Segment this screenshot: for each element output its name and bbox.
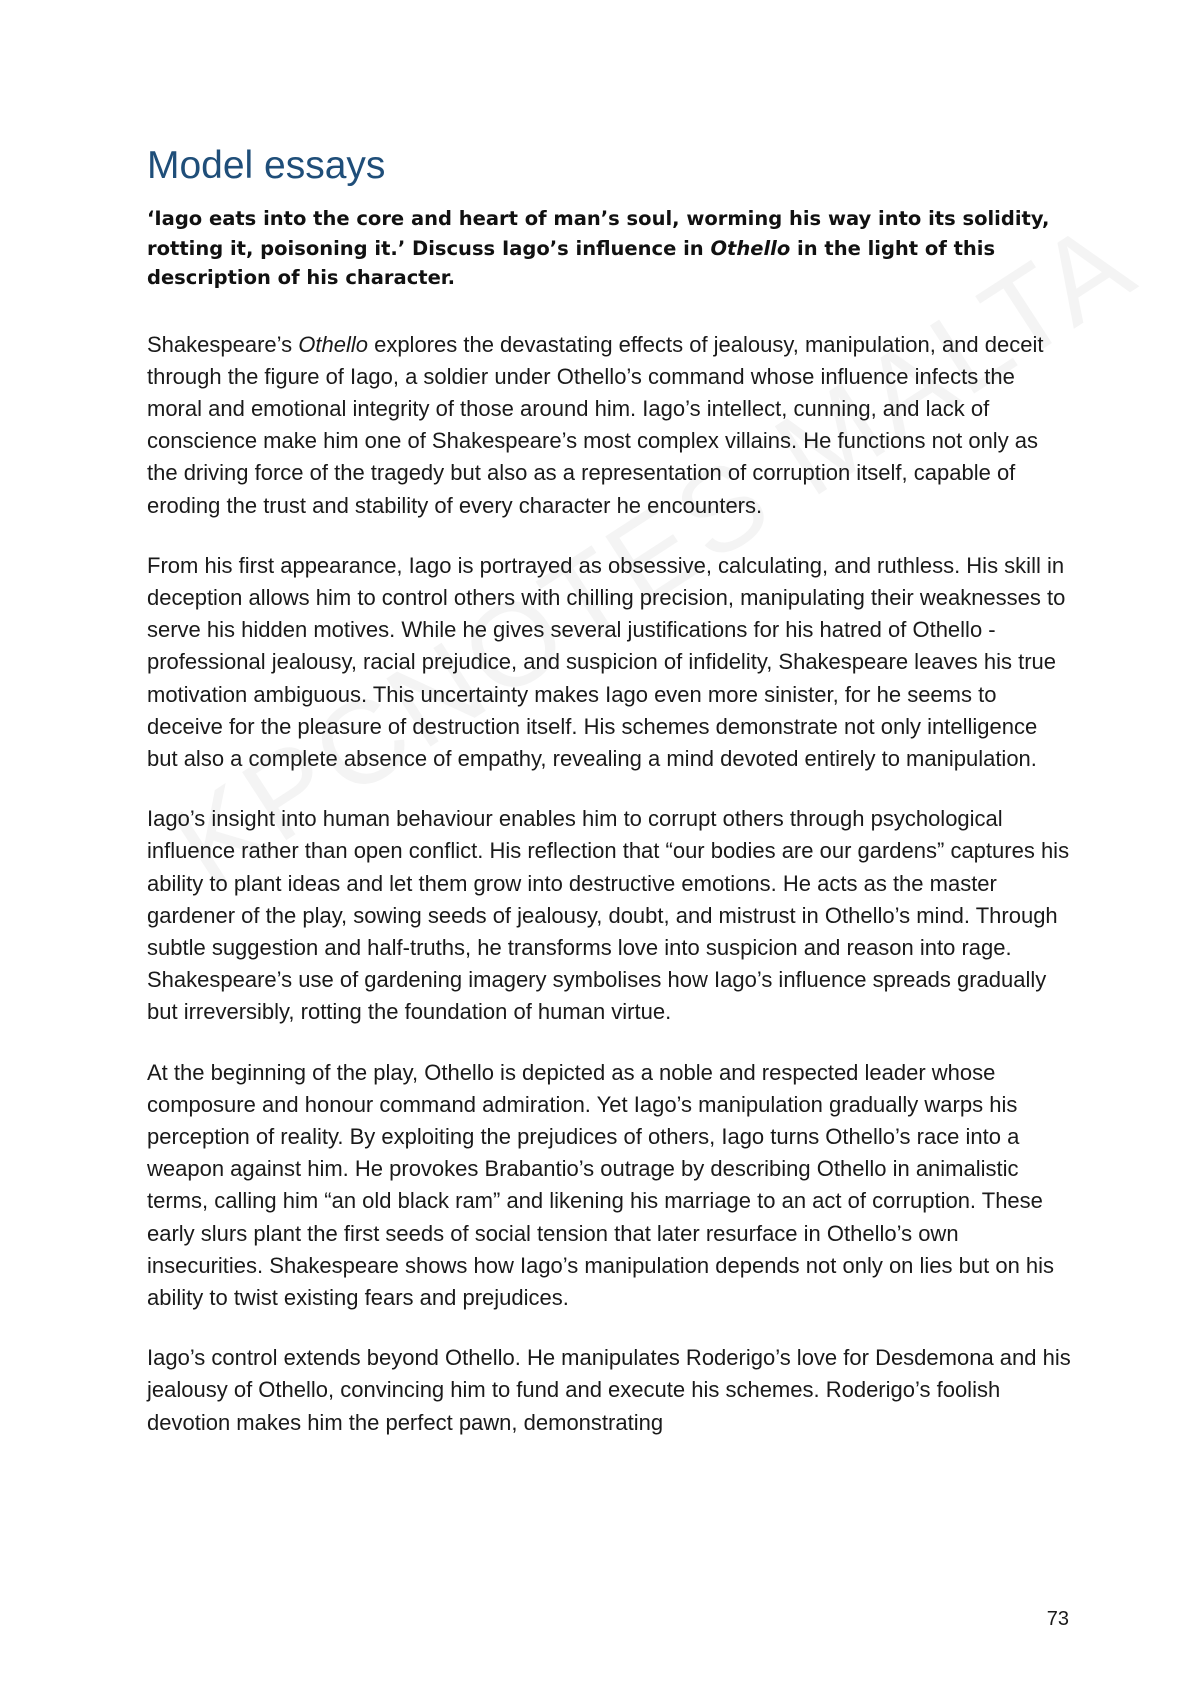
essay-prompt-text-end: in the light of this description of his character.	[147, 236, 996, 289]
essay-paragraph-4: At the beginning of the play, Othello is depicted as a noble and respected leader whose composure and honour command admiration. Yet Iago’s manipulation gradually warps his perception of reality. By exploiting the prejudices of others, Iago turns Othello’s race into a weapon against him. He provokes Brabantio’s outrage by describing Othello in animalistic terms, calling him “an old black ram” and likening his marriage to an act of corruption. These early slurs plant the first seeds of social tension that later resurface in Othello’s own insecurities. Shakespeare shows how Iago’s manipulation depends not only on lies but on his ability to twist existing fears and prejudices.	[147, 1059, 1055, 1310]
page-title: Model essays	[147, 144, 386, 187]
essay-prompt-title: Othello	[710, 236, 791, 260]
paragraph-text: Shakespeare’s	[147, 331, 299, 357]
essay-paragraph-3: Iago’s insight into human behaviour enables him to corrupt others through psychological influence rather than open conflict. His reflection that “our bodies are our gardens” captures his ability to plant ideas and let them grow into destructive emotions. He acts as the master gardener of the play, sowing seeds of jealousy, doubt, and mistrust in Othello’s mind. Through subtle suggestion and half-truths, he transforms love into suspicion and reason into rage. Shakespeare’s use of gardening imagery symbolises how Iago’s influence spreads gradually but irreversibly, rotting the foundation of human virtue.	[147, 806, 1070, 1025]
essay-paragraph-2: From his first appearance, Iago is portrayed as obsessive, calculating, and ruthless. His skill in deception allows him to control others with chilling precision, manipulating their weaknesses to serve his hidden motives. While he gives several justifications for his hatred of Othello - professional jealousy, racial prejudice, and suspicion of infidelity, Shakespeare leaves his true motivation ambiguous. This uncertainty makes Iago even more sinister, for he seems to deceive for the pleasure of destruction itself. His schemes demonstrate not only intelligence but also a complete absence of empathy, revealing a mind devoted entirely to manipulation.	[147, 552, 1066, 771]
essay-paragraph-5: Iago’s control extends beyond Othello. He manipulates Roderigo’s love for Desdemona and his jealousy of Othello, convincing him to fund and execute his schemes. Roderigo’s foolish devotion makes him the perfect pawn, demonstrating	[147, 1345, 1071, 1435]
essay-paragraph-1	[147, 329, 1072, 522]
play-title: Othello	[298, 331, 368, 357]
page-number: 73	[1046, 1608, 1069, 1630]
page-content	[147, 142, 1072, 1467]
essay-prompt-text: ‘Iago eats into the core and heart of man’s soul, worming his way into its solidity, rotting it, poisoning it.’ Discuss Iago’s influence in	[147, 207, 1050, 260]
essay-prompt	[147, 204, 1072, 293]
paragraph-text: explores the devastating effects of jealousy, manipulation, and deceit through the figure of Iago, a soldier under Othello’s command whose influence infects the moral and emotional integrity of those around him. Iago’s intellect, cunning, and lack of conscience make him one of Shakespeare’s most complex villains. He functions not only as the driving force of the tragedy but also as a representation of corruption itself, capable of eroding the trust and stability of every character he encounters.	[147, 331, 1044, 518]
